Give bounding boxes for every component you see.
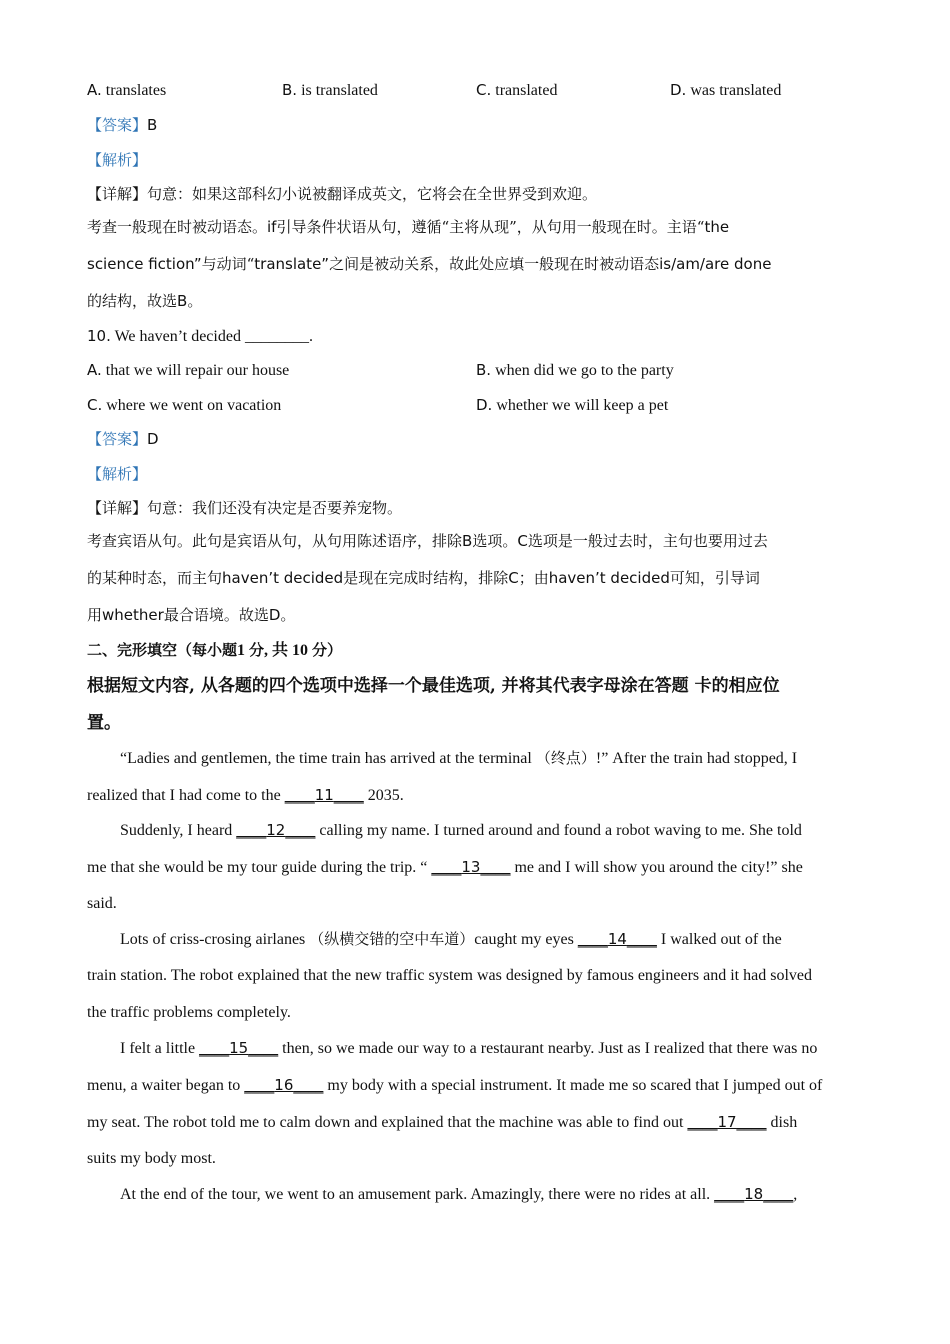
q9-analysis-label: 【解析】 — [87, 151, 148, 169]
passage-line-3: Suddenly, I heard ____12____ calling my name. I turned around and found a robot waving to me. She told — [120, 821, 802, 839]
section-instruction-line-2: 置。 — [87, 713, 121, 733]
q9-explanation-line-3: 的结构，故选B。 — [87, 292, 203, 310]
q9-detail: 【详解】句意：如果这部科幻小说被翻译成英文，它将会在全世界受到欢迎。 — [87, 185, 598, 203]
passage-line-13: At the end of the tour, we went to an amusement park. Amazingly, there were no rides at all. ____18____, — [120, 1185, 798, 1203]
q10-explanation-line-2: 的某种时态，而主句haven’t decided是现在完成时结构，排除C；由haven’t decided可知，引导词 — [87, 569, 760, 587]
passage-line-1: “Ladies and gentlemen, the time train has arrived at the terminal （终点）!” After the train had stopped, I — [120, 749, 798, 767]
blank-17[interactable]: ____17____ — [687, 1113, 767, 1131]
q10-analysis-label: 【解析】 — [87, 465, 148, 483]
blank-16[interactable]: ____16____ — [244, 1076, 324, 1094]
q9-option-d: D. was translated — [670, 81, 782, 99]
q10-stem: 10. We haven’t decided ________. — [87, 327, 313, 345]
section-instruction-line-1: 根据短文内容, 从各题的四个选项中选择一个最佳选项, 并将其代表字母涂在答题 卡的相应位 — [87, 676, 780, 696]
q9-answer: 【答案】B — [87, 116, 158, 134]
q9-option-c: C. translated — [476, 81, 558, 99]
passage-line-8: the traffic problems completely. — [87, 1004, 291, 1021]
q10-option-d: D. whether we will keep a pet — [476, 396, 669, 414]
passage-line-6: Lots of criss-crosing airlanes （纵横交错的空中车道）caught my eyes ____14____ I walked out of the — [120, 930, 782, 948]
blank-18[interactable]: ____18____ — [714, 1185, 794, 1203]
blank-14[interactable]: ____14____ — [577, 930, 657, 948]
blank-11[interactable]: ____11____ — [284, 786, 364, 804]
passage-line-12: suits my body most. — [87, 1150, 216, 1167]
passage-line-9: I felt a little ____15____ then, so we made our way to a restaurant nearby. Just as I realized that there was no — [120, 1039, 818, 1057]
passage-line-11: my seat. The robot told me to calm down and explained that the machine was able to find out ____17____ dish — [87, 1113, 798, 1131]
passage-line-4: me that she would be my tour guide during the trip. “ ____13____ me and I will show you around the city!” she — [87, 858, 803, 876]
passage-line-2: realized that I had come to the ____11____ 2035. — [87, 786, 404, 804]
q10-answer: 【答案】D — [87, 430, 159, 448]
q9-option-a: A. translates — [87, 81, 167, 99]
blank-15[interactable]: ____15____ — [199, 1039, 279, 1057]
section-title: 二、完形填空（每小题1 分, 共 10 分） — [87, 641, 343, 659]
blank-13[interactable]: ____13____ — [431, 858, 511, 876]
q10-option-b: B. when did we go to the party — [476, 361, 674, 379]
q10-explanation-line-1: 考查宾语从句。此句是宾语从句，从句用陈述语序，排除B选项。C选项是一般过去时，主句也要用过去 — [87, 532, 768, 550]
passage-line-10: menu, a waiter began to ____16____ my body with a special instrument. It made me so scared that I jumped out of — [87, 1076, 823, 1094]
q10-detail: 【详解】句意：我们还没有决定是否要养宠物。 — [87, 499, 403, 517]
q9-option-b: B. is translated — [282, 81, 378, 99]
q10-option-a: A. that we will repair our house — [87, 361, 290, 379]
blank-12[interactable]: ____12____ — [236, 821, 316, 839]
q9-explanation-line-1: 考查一般现在时被动语态。if引导条件状语从句，遵循“主将从现”，从句用一般现在时。主语“the — [87, 218, 730, 236]
passage-line-7: train station. The robot explained that the new traffic system was designed by famous engineers and it had solved — [87, 967, 812, 984]
q10-explanation-line-3: 用whether最合语境。故选D。 — [87, 606, 296, 624]
q10-option-c: C. where we went on vacation — [87, 396, 282, 414]
passage-line-5: said. — [87, 895, 117, 912]
q9-explanation-line-2: science fiction”与动词“translate”之间是被动关系，故此处应填一般现在时被动语态is/am/are done — [87, 255, 772, 273]
